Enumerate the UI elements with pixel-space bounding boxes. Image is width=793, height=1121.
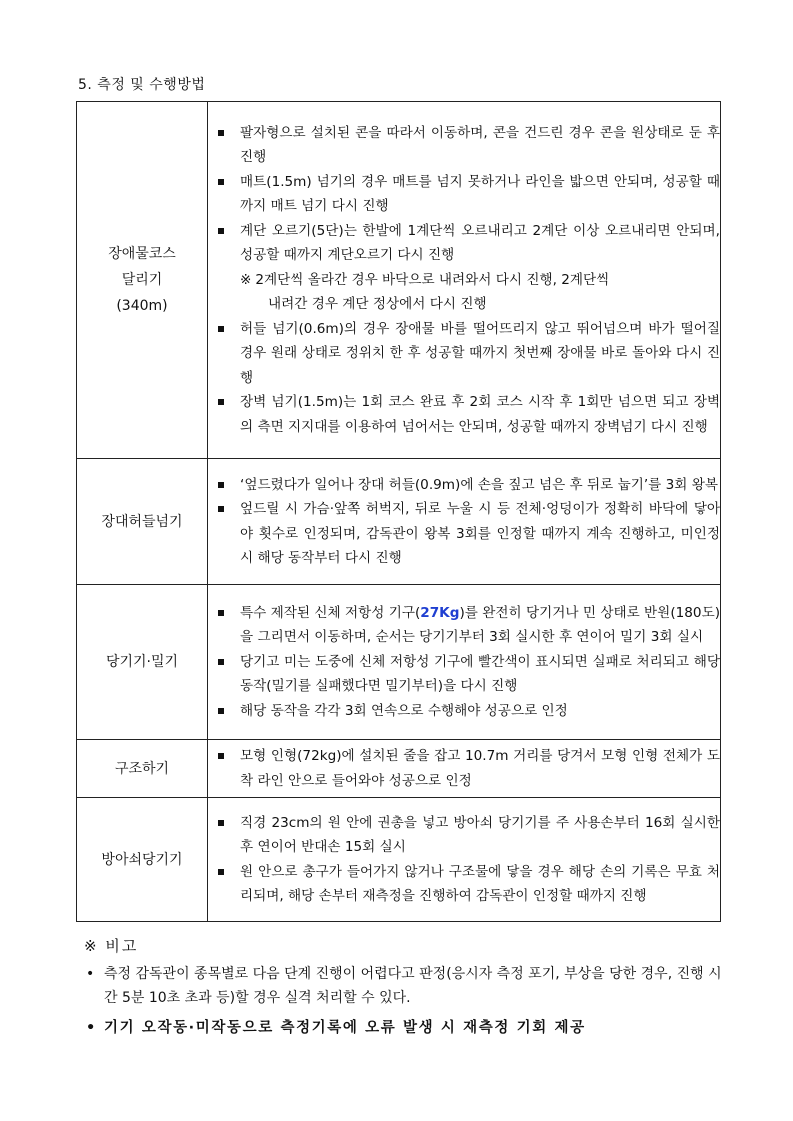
label-line: 구조하기 [114, 760, 170, 777]
event-description [208, 102, 721, 459]
square-bullet-icon [218, 179, 224, 185]
event-description [208, 459, 721, 585]
list-item: 허들 넘기(0.6m)의 경우 장애물 바를 떨어뜨리지 않고 뛰어넘으며 바가 떨어질 경우 원래 상태로 정위치 한 후 성공할 때까지 첫번째 장애물 바로 돌아와 다시 진행 [208, 317, 720, 391]
remarks-heading: ※ 비고 [84, 937, 139, 955]
list-item: 직경 23cm의 원 안에 권총을 넣고 방아쇠 당기기를 주 사용손부터 16회 실시한 후 연이어 반대손 15회 실시 [208, 811, 720, 860]
square-bullet-icon [218, 708, 224, 714]
label-line: 당기기·밀기 [105, 654, 179, 670]
label-line: 방아쇠당기기 [101, 851, 183, 868]
weight-highlight: 27Kg [420, 604, 460, 621]
label-line: (340m) [116, 298, 168, 314]
square-bullet-icon [218, 820, 224, 826]
square-bullet-icon [218, 506, 224, 512]
label-line: 장애물코스 [108, 246, 176, 262]
list-item: 엎드릴 시 가슴·앞쪽 허벅지, 뒤로 누울 시 등 전체·엉덩이가 정확히 바닥에 닿아야 횟수로 인정되며, 감독관이 왕복 3회를 인정할 때까지 계속 진행하고, 미인정시 해당 동작부터 다시 진행 [208, 497, 720, 571]
label-line: 장대허들넘기 [101, 513, 183, 530]
table-row [77, 740, 721, 798]
event-label-obstacle-course [77, 102, 208, 459]
square-bullet-icon [218, 659, 224, 665]
rule-list [208, 811, 720, 909]
note-continuation: 내려간 경우 계단 정상에서 다시 진행 [268, 296, 487, 313]
bullet-dot-icon: • [86, 966, 95, 982]
square-bullet-icon [218, 482, 224, 488]
square-bullet-icon [218, 130, 224, 136]
remark-item: • 측정 감독관이 종목별로 다음 단계 진행이 어렵다고 판정(응시자 측정 포기, 부상을 당한 경우, 진행 시간 5분 10초 초과 등)할 경우 실격 처리할 수 있다. [84, 962, 724, 1010]
section-title: 5. 측정 및 수행방법 [78, 77, 206, 93]
measurement-method-table [76, 101, 721, 922]
table-row [77, 585, 721, 740]
label-line: 달리기 [121, 272, 163, 288]
rule-list [208, 601, 720, 724]
bullet-dot-icon: • [86, 1020, 97, 1036]
rule-list [208, 121, 720, 268]
table-row [77, 102, 721, 459]
reference-mark-icon: ※ [240, 271, 252, 288]
rule-list [208, 744, 720, 793]
list-item: 해당 동작을 각각 3회 연속으로 수행해야 성공으로 인정 [208, 699, 720, 724]
rule-list [208, 317, 720, 440]
event-description [208, 740, 721, 798]
list-item: ‘엎드렸다가 일어나 장대 허들(0.9m)에 손을 짚고 넘은 후 뒤로 눕기’를 3회 왕복 [208, 473, 720, 498]
event-label-rescue [77, 740, 208, 798]
rule-list [208, 473, 720, 571]
note: ※ 2계단씩 올라간 경우 바닥으로 내려와서 다시 진행, 2계단씩 내려간 경우 계단 정상에서 다시 진행 [208, 268, 720, 317]
list-item: 계단 오르기(5단)는 한발에 1계단씩 오르내리고 2계단 이상 오르내리면 안되며, 성공할 때까지 계단오르기 다시 진행 [208, 219, 720, 268]
square-bullet-icon [218, 399, 224, 405]
list-item: 특수 제작된 신체 저항성 기구(27Kg)를 완전히 당기거나 민 상태로 반원(180도)을 그리면서 이동하며, 순서는 당기기부터 3회 실시한 후 연이어 밀기 3회 실시 [208, 601, 720, 650]
event-description [208, 585, 721, 740]
event-description [208, 798, 721, 922]
remark-item-bold: • 기기 오작동·미작동으로 측정기록에 오류 발생 시 재측정 기회 제공 [84, 1016, 724, 1040]
square-bullet-icon [218, 228, 224, 234]
list-item: 장벽 넘기(1.5m)는 1회 코스 완료 후 2회 코스 시작 후 1회만 넘으면 되고 장벽의 측면 지지대를 이용하여 넘어서는 안되며, 성공할 때까지 장벽넘기 다시 진행 [208, 390, 720, 439]
square-bullet-icon [218, 753, 224, 759]
table-row [77, 459, 721, 585]
list-item: 당기고 미는 도중에 신체 저항성 기구에 빨간색이 표시되면 실패로 처리되고 해당 동작(밀기를 실패했다면 밀기부터)을 다시 진행 [208, 650, 720, 699]
event-label-pole-hurdle [77, 459, 208, 585]
square-bullet-icon [218, 869, 224, 875]
table-row [77, 798, 721, 922]
list-item: 원 안으로 총구가 들어가지 않거나 구조물에 닿을 경우 해당 손의 기록은 무효 처리되며, 해당 손부터 재측정을 진행하여 감독관이 인정할 때까지 진행 [208, 860, 720, 909]
square-bullet-icon [218, 326, 224, 332]
list-item: 팔자형으로 설치된 콘을 따라서 이동하며, 콘을 건드린 경우 콘을 원상태로 둔 후 진행 [208, 121, 720, 170]
list-item: 매트(1.5m) 넘기의 경우 매트를 넘지 못하거나 라인을 밟으면 안되며, 성공할 때까지 매트 넘기 다시 진행 [208, 170, 720, 219]
event-label-trigger-pull [77, 798, 208, 922]
event-label-pull-push [77, 585, 208, 740]
list-item: 모형 인형(72kg)에 설치된 줄을 잡고 10.7m 거리를 당겨서 모형 인형 전체가 도착 라인 안으로 들어와야 성공으로 인정 [208, 744, 720, 793]
square-bullet-icon [218, 610, 224, 616]
